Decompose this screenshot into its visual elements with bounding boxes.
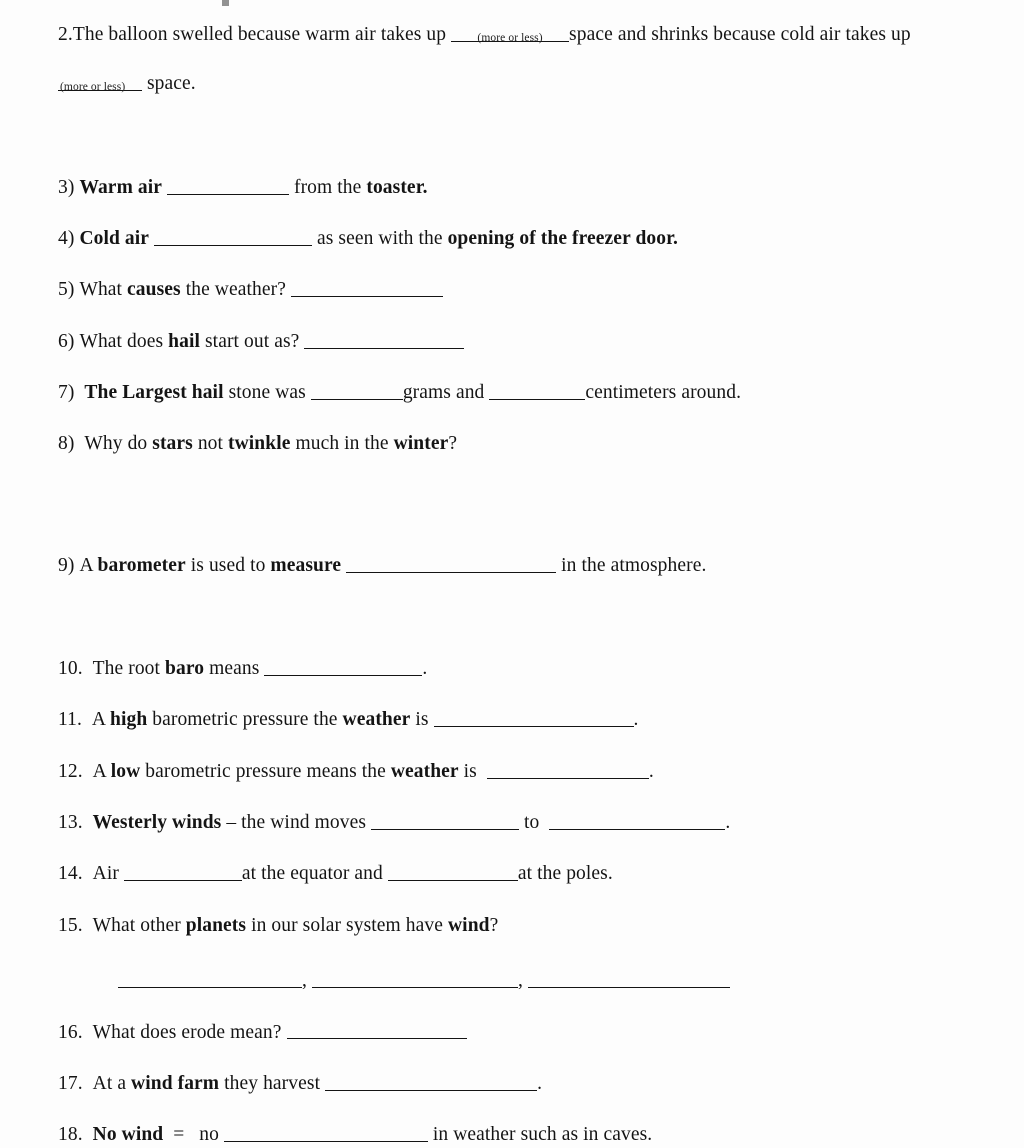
spacer [58, 303, 988, 329]
question-15-blank-1[interactable] [118, 969, 302, 988]
question-14-text-post: at the poles. [517, 863, 613, 885]
question-17-bold-1: wind farm [131, 1072, 220, 1094]
spacer [58, 681, 988, 707]
question-18 [58, 1122, 988, 1147]
question-8-bold-2: twinkle [228, 433, 291, 455]
question-3-bold-2: toaster. [366, 176, 428, 198]
question-6-bold-1: hail [168, 330, 201, 352]
question-18-number: 18. [58, 1124, 83, 1146]
question-2-continued [58, 71, 988, 96]
spacer [58, 251, 988, 277]
question-14-blank-2[interactable] [388, 862, 518, 881]
answer-space-question-8 [58, 457, 988, 553]
question-6-blank-1[interactable] [304, 330, 464, 349]
question-15 [58, 913, 988, 938]
question-3-number: 3) [58, 176, 75, 198]
question-5 [58, 277, 988, 302]
question-9 [58, 553, 988, 578]
question-18-text-mid: = no [163, 1124, 224, 1146]
question-10-text-mid: means [204, 658, 265, 680]
question-14-number: 14. [58, 863, 83, 885]
question-10-number: 10. [58, 658, 83, 680]
question-18-blank-1[interactable] [224, 1123, 428, 1142]
question-8-text-mid: not [192, 433, 229, 455]
question-6-text-post: start out as? [200, 330, 305, 352]
question-4-bold-1: Cold air [79, 228, 150, 250]
question-14-text-mid: at the equator and [241, 863, 388, 885]
spacer [58, 835, 988, 861]
question-7-blank-2[interactable] [489, 381, 585, 400]
question-9-blank-1[interactable] [346, 554, 556, 573]
question-15-blank-3[interactable] [528, 969, 730, 988]
question-12-text-mid: barometric pressure means the [140, 760, 391, 782]
question-15-text-post: ? [489, 914, 499, 936]
question-12-blank-1[interactable] [487, 760, 649, 779]
question-14-text-pre: Air [92, 863, 124, 885]
spacer [58, 1096, 988, 1122]
spacer [58, 887, 988, 913]
question-13 [58, 810, 988, 835]
question-2-hint-1: (more or less) [477, 31, 543, 44]
question-6-number: 6) [58, 330, 75, 352]
question-2 [58, 22, 946, 47]
question-13-text-post: . [725, 812, 731, 834]
question-5-text-post: the weather? [180, 279, 291, 301]
question-17-blank-1[interactable] [325, 1072, 537, 1091]
question-16-number: 16. [58, 1021, 83, 1043]
question-15-answer-lines [58, 968, 988, 993]
question-17-text-pre: At a [92, 1072, 132, 1094]
question-10 [58, 656, 988, 681]
question-12 [58, 759, 988, 784]
question-9-text-mid: is used to [185, 554, 271, 576]
question-7-blank-1[interactable] [311, 381, 403, 400]
question-10-text-post: . [422, 658, 428, 680]
question-2-blank-2-wrap [58, 71, 142, 96]
question-3 [58, 175, 988, 200]
spacer [58, 1045, 988, 1071]
question-2-hint-2: (more or less) [60, 80, 126, 93]
question-11-text-post: . [633, 709, 639, 731]
question-12-bold-1: low [110, 760, 141, 782]
question-7-text-mid-1: stone was [223, 382, 311, 404]
question-12-text-post: . [648, 760, 654, 782]
question-15-text-pre: What other [92, 914, 186, 936]
question-15-separator-2: , [517, 970, 523, 992]
question-4-bold-2: opening of the freezer door. [447, 228, 679, 250]
question-3-bold-1: Warm air [79, 176, 163, 198]
spacer [58, 200, 988, 226]
question-16-blank-1[interactable] [287, 1021, 467, 1040]
question-8-bold-3: winter [393, 433, 449, 455]
question-12-bold-2: weather [390, 760, 459, 782]
question-8-text-pre: Why do [84, 433, 153, 455]
spacer [58, 938, 988, 968]
question-11-bold-1: high [110, 709, 148, 731]
question-16 [58, 1020, 988, 1045]
question-15-blank-2[interactable] [312, 969, 518, 988]
question-11 [58, 707, 988, 732]
question-2-number: 2. [58, 24, 73, 45]
question-11-text-pre: A [91, 709, 110, 731]
question-2-text-part3: space. [142, 73, 196, 95]
question-5-text-pre: What [79, 279, 128, 301]
question-11-number: 11. [58, 709, 82, 731]
question-11-text-mid: barometric pressure the [147, 709, 343, 731]
question-15-bold-2: wind [448, 914, 490, 936]
question-17-text-mid: they harvest [219, 1072, 326, 1094]
question-13-text-mid: – the wind moves [221, 812, 372, 834]
question-18-text-post: in weather such as in caves. [427, 1124, 653, 1146]
question-15-separator-1: , [302, 970, 307, 992]
question-11-text-mid-2: is [410, 709, 434, 731]
question-7-text-tail: centimeters around. [585, 382, 742, 404]
question-8-text-mid-2: much in the [290, 433, 394, 455]
question-13-number: 13. [58, 812, 83, 834]
question-7-text-mid-2: grams and [402, 382, 490, 404]
question-13-blank-1[interactable] [371, 811, 519, 830]
question-9-text-post: in the atmosphere. [556, 554, 707, 576]
question-8-number: 8) [58, 433, 75, 455]
question-13-bold-1: Westerly winds [92, 812, 222, 834]
spacer [58, 97, 988, 175]
question-13-blank-2[interactable] [549, 811, 725, 830]
question-7-bold-1: The Largest hail [84, 382, 224, 404]
question-4-blank-1[interactable] [154, 227, 312, 246]
question-8 [58, 431, 988, 456]
spacer [58, 733, 988, 759]
spacer [58, 354, 988, 380]
question-12-number: 12. [58, 760, 83, 782]
question-17 [58, 1071, 988, 1096]
question-5-blank-1[interactable] [291, 278, 443, 297]
spacer [58, 47, 988, 71]
question-2-text-part2: space and shrinks because cold air takes up [569, 24, 911, 45]
question-17-text-post: . [537, 1072, 543, 1094]
question-15-text-mid: in our solar system have [246, 914, 448, 936]
question-18-bold-1: No wind [92, 1124, 164, 1146]
question-10-bold-1: baro [165, 658, 205, 680]
question-15-bold-1: planets [185, 914, 247, 936]
cut-off-text-remnant [222, 0, 229, 6]
question-8-text-post: ? [448, 433, 458, 455]
question-3-blank-1[interactable] [167, 176, 289, 195]
question-4-number: 4) [58, 228, 75, 250]
question-5-number: 5) [58, 279, 75, 301]
question-16-text: What does erode mean? [92, 1021, 287, 1043]
question-12-text-mid-2: is [458, 760, 482, 782]
questions-container [58, 22, 988, 1148]
question-9-number: 9) [58, 554, 75, 576]
question-11-blank-1[interactable] [434, 708, 634, 727]
spacer [58, 994, 988, 1020]
question-4 [58, 226, 988, 251]
question-7-number: 7) [58, 382, 75, 404]
question-4-text-mid: as seen with the [312, 228, 448, 250]
question-13-text-mid-2: to [519, 812, 545, 834]
question-10-blank-1[interactable] [264, 657, 422, 676]
question-15-number: 15. [58, 914, 83, 936]
question-14 [58, 861, 988, 886]
question-9-text-pre: A [79, 554, 98, 576]
question-11-bold-2: weather [342, 709, 411, 731]
question-12-text-pre: A [92, 760, 111, 782]
question-6 [58, 329, 988, 354]
question-14-blank-1[interactable] [124, 862, 242, 881]
question-2-blank-1-wrap [451, 22, 569, 47]
question-9-bold-2: measure [270, 554, 342, 576]
spacer [58, 784, 988, 810]
question-5-bold-1: causes [127, 279, 181, 301]
question-3-text-mid: from the [289, 176, 367, 198]
question-17-number: 17. [58, 1072, 83, 1094]
question-7 [58, 380, 988, 405]
question-9-bold-1: barometer [97, 554, 186, 576]
question-2-text-part1: The balloon swelled because warm air takes up [72, 24, 452, 45]
question-8-bold-1: stars [152, 433, 193, 455]
answer-space-question-9 [58, 578, 988, 656]
spacer [58, 405, 988, 431]
question-6-text-pre: What does [79, 330, 169, 352]
question-10-text-pre: The root [92, 658, 166, 680]
